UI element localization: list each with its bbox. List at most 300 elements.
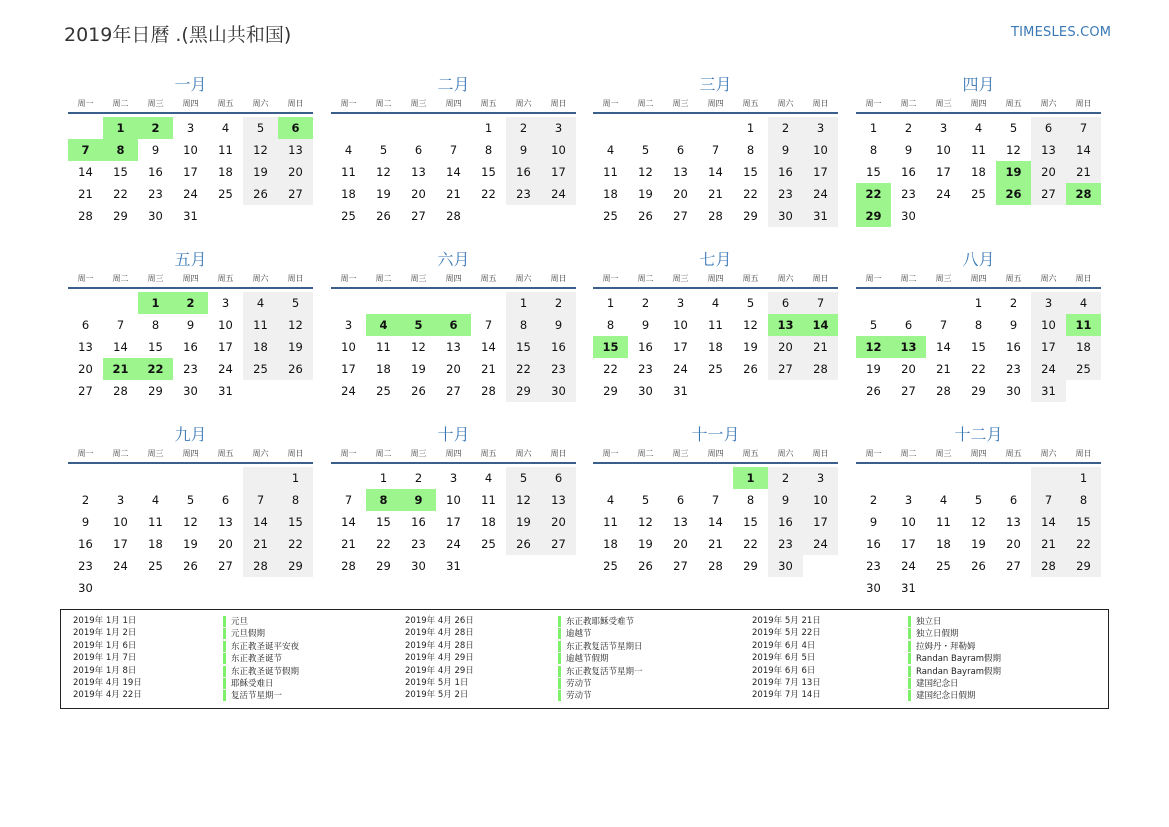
holiday-date: 2019年 4月 29日 [405,653,474,664]
empty-cell [891,467,926,489]
holiday-day: 22 [138,358,173,380]
day-cell: 3 [676,296,685,310]
day-cell: 8 [484,143,493,157]
day-cell: 23 [148,187,163,201]
day-cell: 25 [341,209,356,223]
holiday-name: 耶稣受难日 [223,678,274,689]
day-grid [331,117,576,227]
month-name: 十月 [437,425,470,444]
day-cell: 8 [746,143,755,157]
day-cell: 7 [803,292,838,314]
holiday-date: 2019年 1月 1日 [73,616,137,626]
day-cell: 25 [971,187,986,201]
day-cell: 11 [936,515,951,529]
holiday-date: 2019年 1月 7日 [73,653,137,664]
day-cell: 19 [376,187,391,201]
holiday-name: 东正教耶稣受难节 [558,616,634,627]
day-cell: 21 [708,537,723,551]
day-cell: 23 [901,187,916,201]
day-cell: 1 [379,471,388,485]
day-cell: 25 [603,209,618,223]
holiday-date: 2019年 4月 28日 [405,640,474,651]
holiday-day: 8 [103,139,138,161]
weekday-label: 周三 [935,274,952,283]
month-name: 八月 [962,250,995,269]
holiday-day: 12 [856,336,891,358]
day-cell: 26 [376,209,391,223]
day-cell: 9 [506,139,541,161]
month-9 [68,424,313,599]
day-cell: 15 [506,336,541,358]
day-cell: 5 [746,296,755,310]
day-cell: 3 [904,493,913,507]
holiday-date: 2019年 6月 4日 [752,640,816,651]
day-cell: 26 [638,559,653,573]
weekday-label: 周四 [182,274,199,283]
day-cell: 28 [803,358,838,380]
day-cell: 9 [904,143,913,157]
day-cell: 10 [803,139,838,161]
month-10 [331,424,576,577]
day-grid [331,467,576,577]
holiday-name: 元旦假期 [223,628,265,639]
day-cell: 18 [243,336,278,358]
day-cell: 11 [376,340,391,354]
day-cell: 3 [449,471,458,485]
holiday-day: 9 [401,489,436,511]
day-cell: 22 [1066,533,1101,555]
day-cell: 20 [278,161,313,183]
day-cell: 4 [974,121,983,135]
day-cell: 7 [484,318,493,332]
day-cell: 25 [936,559,951,573]
day-cell: 28 [113,384,128,398]
day-cell: 8 [869,143,878,157]
day-cell: 23 [768,533,803,555]
holiday-name: Randan Bayram假期 [908,666,1001,677]
holiday-date: 2019年 5月 21日 [752,616,821,626]
day-cell: 30 [768,205,803,227]
day-cell: 8 [506,314,541,336]
day-cell: 27 [446,384,461,398]
holiday-date: 2019年 6月 6日 [752,665,816,676]
month-name: 一月 [174,75,207,94]
day-cell: 23 [506,183,541,205]
day-cell: 13 [1031,139,1066,161]
day-cell: 5 [379,143,388,157]
day-cell: 29 [148,384,163,398]
holiday-date: 2019年 6月 5日 [752,653,816,664]
day-cell: 10 [673,318,688,332]
day-cell: 3 [116,493,125,507]
holiday-day: 6 [436,314,471,336]
day-cell: 4 [243,292,278,314]
day-cell: 18 [708,340,723,354]
weekday-label: 周二 [375,274,392,283]
day-cell: 24 [183,187,198,201]
empty-cell [331,292,366,314]
day-cell: 29 [376,559,391,573]
empty-cell [208,467,243,489]
day-cell: 6 [904,318,913,332]
day-cell: 1 [506,292,541,314]
day-cell: 4 [151,493,160,507]
day-cell: 16 [768,511,803,533]
day-cell: 31 [803,205,838,227]
weekday-label: 周一 [340,99,357,108]
day-cell: 11 [603,165,618,179]
weekday-label: 周三 [410,99,427,108]
day-cell: 24 [113,559,128,573]
weekday-label: 周一 [865,99,882,108]
day-cell: 14 [708,165,723,179]
day-cell: 5 [641,493,650,507]
weekday-label: 周五 [1005,274,1022,283]
day-cell: 22 [481,187,496,201]
month-name: 五月 [174,250,207,269]
day-cell: 29 [603,384,618,398]
weekday-header [593,271,838,289]
day-cell: 27 [1006,559,1021,573]
day-cell: 24 [803,183,838,205]
empty-cell [173,467,208,489]
holiday-day: 21 [103,358,138,380]
day-cell: 2 [81,493,90,507]
holiday-date: 2019年 1月 2日 [73,628,137,639]
day-cell: 3 [541,117,576,139]
weekday-label: 周五 [742,274,759,283]
day-cell: 8 [1066,489,1101,511]
day-cell: 1 [606,296,615,310]
day-cell: 7 [116,318,125,332]
day-cell: 17 [541,161,576,183]
empty-cell [926,467,961,489]
day-cell: 17 [803,161,838,183]
day-cell: 26 [971,559,986,573]
day-cell: 10 [803,489,838,511]
day-cell: 5 [869,318,878,332]
day-cell: 19 [866,362,881,376]
day-cell: 30 [541,380,576,402]
day-cell: 24 [936,187,951,201]
weekday-label: 周二 [900,99,917,108]
day-cell: 20 [218,537,233,551]
day-cell: 2 [869,493,878,507]
weekday-header [68,271,313,289]
empty-cell [436,117,471,139]
weekday-label: 周二 [637,274,654,283]
day-cell: 19 [278,336,313,358]
day-cell: 12 [506,489,541,511]
month-name: 四月 [962,75,995,94]
day-cell: 22 [113,187,128,201]
month-4 [856,74,1101,227]
empty-cell [436,292,471,314]
day-cell: 11 [341,165,356,179]
day-cell: 31 [446,559,461,573]
month-name: 九月 [174,425,207,444]
day-cell: 18 [376,362,391,376]
day-cell: 1 [278,467,313,489]
day-cell: 24 [446,537,461,551]
weekday-header [68,96,313,114]
holiday-day: 5 [401,314,436,336]
day-cell: 7 [1066,117,1101,139]
holiday-date: 2019年 4月 22日 [73,690,142,701]
day-cell: 26 [243,183,278,205]
day-cell: 2 [904,121,913,135]
day-cell: 21 [446,187,461,201]
weekday-label: 周五 [217,449,234,458]
day-cell: 1 [484,121,493,135]
day-cell: 7 [1031,489,1066,511]
day-cell: 14 [1031,511,1066,533]
empty-cell [103,292,138,314]
weekday-label: 周日 [812,99,829,108]
day-grid [68,292,313,402]
empty-cell [856,292,891,314]
day-cell: 20 [411,187,426,201]
weekday-label: 周一 [602,99,619,108]
day-cell: 23 [541,358,576,380]
day-cell: 18 [971,165,986,179]
holiday-date: 2019年 4月 26日 [405,616,474,626]
day-cell: 15 [481,165,496,179]
weekday-label: 周三 [410,274,427,283]
day-cell: 9 [869,515,878,529]
day-cell: 27 [673,559,688,573]
weekday-label: 周三 [147,449,164,458]
day-cell: 28 [481,384,496,398]
month-3 [593,74,838,227]
day-cell: 25 [481,537,496,551]
weekday-label: 周日 [812,449,829,458]
weekday-label: 周二 [112,274,129,283]
weekday-label: 周五 [742,449,759,458]
weekday-header [331,446,576,464]
weekday-label: 周一 [865,449,882,458]
day-cell: 16 [541,336,576,358]
day-cell: 22 [603,362,618,376]
holiday-day: 14 [803,314,838,336]
day-cell: 9 [1009,318,1018,332]
weekday-label: 周六 [252,449,269,458]
holiday-date: 2019年 1月 6日 [73,640,137,651]
day-cell: 11 [243,314,278,336]
weekday-label: 周四 [445,449,462,458]
day-cell: 1 [974,296,983,310]
holiday-date: 2019年 5月 2日 [405,690,469,701]
empty-cell [663,467,698,489]
holiday-name: 劳动节 [558,690,592,701]
day-cell: 2 [506,117,541,139]
day-cell: 5 [506,467,541,489]
day-cell: 8 [974,318,983,332]
day-cell: 19 [638,537,653,551]
day-cell: 4 [1066,292,1101,314]
empty-cell [891,292,926,314]
site-link[interactable]: TIMESLES.COM [1011,25,1112,40]
empty-cell [628,117,663,139]
weekday-label: 周五 [1005,449,1022,458]
day-cell: 20 [1006,537,1021,551]
month-name: 十二月 [954,425,1003,444]
weekday-header [331,271,576,289]
day-cell: 16 [638,340,653,354]
day-cell: 15 [1066,511,1101,533]
day-cell: 10 [1031,314,1066,336]
month-5 [68,249,313,402]
day-cell: 25 [376,384,391,398]
day-cell: 23 [866,559,881,573]
empty-cell [628,467,663,489]
weekday-label: 周三 [935,449,952,458]
day-cell: 15 [113,165,128,179]
day-grid [856,292,1101,402]
day-cell: 10 [341,340,356,354]
day-cell: 5 [278,292,313,314]
weekday-label: 周三 [672,274,689,283]
holiday-day: 13 [891,336,926,358]
empty-cell [366,117,401,139]
weekday-label: 周五 [217,99,234,108]
day-cell: 1 [1066,467,1101,489]
day-cell: 17 [183,165,198,179]
day-cell: 14 [481,340,496,354]
weekday-label: 周二 [637,449,654,458]
day-cell: 12 [971,515,986,529]
day-cell: 11 [971,143,986,157]
day-cell: 21 [936,362,951,376]
day-cell: 13 [218,515,233,529]
day-cell: 29 [506,380,541,402]
day-cell: 21 [481,362,496,376]
empty-cell [401,292,436,314]
day-cell: 8 [606,318,615,332]
day-cell: 21 [1031,533,1066,555]
day-cell: 30 [183,384,198,398]
holiday-day: 26 [996,183,1031,205]
day-cell: 18 [481,515,496,529]
day-cell: 27 [278,183,313,205]
day-cell: 27 [1031,183,1066,205]
day-cell: 10 [183,143,198,157]
month-7 [593,249,838,402]
month-name: 二月 [437,75,470,94]
day-cell: 18 [1066,336,1101,358]
weekday-label: 周五 [480,449,497,458]
holiday-name: 东正教圣诞节 [223,653,282,664]
day-cell: 18 [936,537,951,551]
day-cell: 9 [768,489,803,511]
day-cell: 6 [676,493,685,507]
day-cell: 12 [411,340,426,354]
page-title: 2019年日曆 .(黑山共和国) [64,24,292,46]
day-cell: 29 [278,555,313,577]
day-cell: 30 [866,581,881,595]
day-cell: 22 [506,358,541,380]
day-cell: 9 [641,318,650,332]
day-cell: 6 [1031,117,1066,139]
empty-cell [243,467,278,489]
day-cell: 28 [341,559,356,573]
day-cell: 15 [743,515,758,529]
day-cell: 31 [1031,380,1066,402]
day-cell: 11 [148,515,163,529]
holiday-name: 逾越节假期 [558,653,609,664]
empty-cell [103,467,138,489]
day-cell: 19 [183,537,198,551]
holiday-name: 建国纪念日 [908,678,959,689]
empty-cell [331,467,366,489]
empty-cell [68,467,103,489]
day-cell: 13 [673,165,688,179]
weekday-label: 周六 [515,274,532,283]
weekday-label: 周三 [672,99,689,108]
day-cell: 22 [743,187,758,201]
day-cell: 26 [411,384,426,398]
day-cell: 12 [376,165,391,179]
weekday-label: 周一 [602,274,619,283]
holiday-name: 独立日 [908,616,942,627]
day-cell: 21 [341,537,356,551]
weekday-label: 周三 [672,449,689,458]
day-cell: 4 [939,493,948,507]
day-cell: 1 [746,121,755,135]
day-cell: 10 [541,139,576,161]
day-cell: 11 [603,515,618,529]
day-cell: 9 [151,143,160,157]
day-cell: 28 [708,209,723,223]
day-cell: 2 [768,467,803,489]
day-cell: 17 [113,537,128,551]
month-12 [856,424,1101,599]
weekday-label: 周二 [900,449,917,458]
day-cell: 29 [971,384,986,398]
weekday-label: 周日 [812,274,829,283]
day-cell: 26 [278,358,313,380]
day-cell: 12 [743,318,758,332]
day-cell: 6 [541,467,576,489]
empty-cell [331,117,366,139]
day-grid [593,292,838,402]
day-cell: 30 [768,555,803,577]
day-cell: 8 [278,489,313,511]
weekday-label: 周五 [480,274,497,283]
day-cell: 4 [711,296,720,310]
holiday-name: 独立日假期 [908,628,959,639]
empty-cell [856,467,891,489]
holiday-date: 2019年 5月 1日 [405,678,469,688]
day-cell: 25 [218,187,233,201]
weekday-header [68,446,313,464]
weekday-label: 周五 [480,99,497,108]
day-grid [593,117,838,227]
day-cell: 10 [113,515,128,529]
month-name: 十一月 [691,425,740,444]
weekday-label: 周三 [147,99,164,108]
weekday-label: 周一 [77,274,94,283]
day-cell: 14 [936,340,951,354]
month-name: 三月 [699,75,732,94]
empty-cell [663,117,698,139]
weekday-label: 周二 [900,274,917,283]
day-cell: 10 [218,318,233,332]
holiday-day: 7 [68,139,103,161]
day-cell: 13 [278,139,313,161]
weekday-header [593,96,838,114]
weekday-label: 周一 [340,449,357,458]
